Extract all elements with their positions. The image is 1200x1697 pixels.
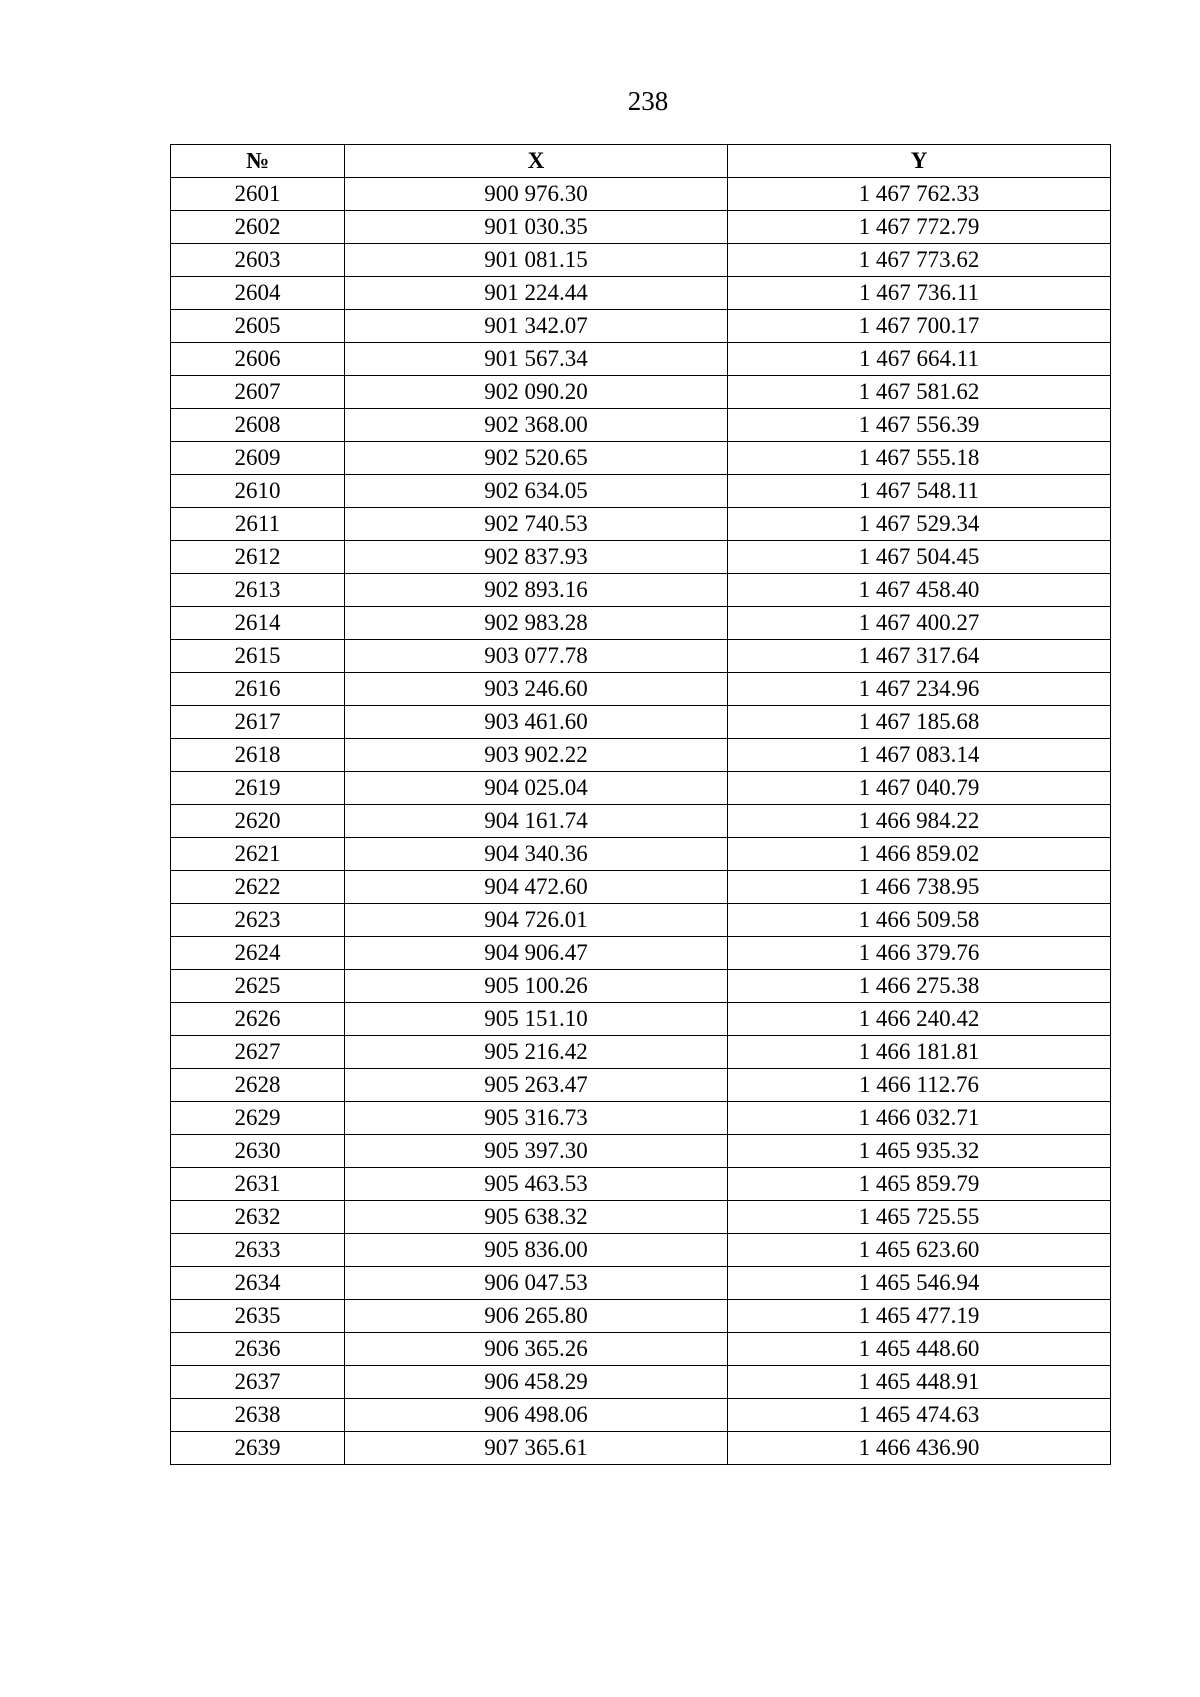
cell-y: 1 465 859.79	[728, 1168, 1111, 1201]
cell-number: 2616	[171, 673, 345, 706]
cell-y: 1 467 555.18	[728, 442, 1111, 475]
cell-number: 2608	[171, 409, 345, 442]
cell-y: 1 467 083.14	[728, 739, 1111, 772]
header-y: Y	[728, 145, 1111, 178]
table-row	[171, 1003, 1111, 1036]
cell-y: 1 466 984.22	[728, 805, 1111, 838]
cell-y: 1 467 773.62	[728, 244, 1111, 277]
cell-x: 902 090.20	[345, 376, 728, 409]
cell-number: 2613	[171, 574, 345, 607]
header-row	[171, 145, 1111, 178]
cell-number: 2638	[171, 1399, 345, 1432]
cell-number: 2620	[171, 805, 345, 838]
cell-number: 2611	[171, 508, 345, 541]
cell-number: 2605	[171, 310, 345, 343]
cell-x: 905 216.42	[345, 1036, 728, 1069]
cell-number: 2625	[171, 970, 345, 1003]
table-row	[171, 1102, 1111, 1135]
cell-number: 2635	[171, 1300, 345, 1333]
cell-x: 904 472.60	[345, 871, 728, 904]
table-row	[171, 1234, 1111, 1267]
cell-number: 2637	[171, 1366, 345, 1399]
cell-y: 1 467 664.11	[728, 343, 1111, 376]
cell-x: 902 740.53	[345, 508, 728, 541]
cell-x: 902 983.28	[345, 607, 728, 640]
cell-x: 905 463.53	[345, 1168, 728, 1201]
cell-x: 901 567.34	[345, 343, 728, 376]
cell-x: 905 151.10	[345, 1003, 728, 1036]
table-row	[171, 178, 1111, 211]
cell-number: 2618	[171, 739, 345, 772]
cell-x: 902 893.16	[345, 574, 728, 607]
cell-y: 1 465 448.91	[728, 1366, 1111, 1399]
cell-number: 2603	[171, 244, 345, 277]
cell-y: 1 467 185.68	[728, 706, 1111, 739]
cell-number: 2621	[171, 838, 345, 871]
table-row	[171, 508, 1111, 541]
table-row	[171, 442, 1111, 475]
cell-number: 2627	[171, 1036, 345, 1069]
cell-number: 2610	[171, 475, 345, 508]
header-number: №	[171, 145, 345, 178]
cell-x: 906 047.53	[345, 1267, 728, 1300]
cell-x: 902 520.65	[345, 442, 728, 475]
cell-x: 907 365.61	[345, 1432, 728, 1465]
cell-x: 905 836.00	[345, 1234, 728, 1267]
cell-y: 1 467 700.17	[728, 310, 1111, 343]
cell-y: 1 466 379.76	[728, 937, 1111, 970]
table-row	[171, 970, 1111, 1003]
table-row	[171, 607, 1111, 640]
cell-x: 905 638.32	[345, 1201, 728, 1234]
table-row	[171, 1135, 1111, 1168]
table-row	[171, 574, 1111, 607]
cell-y: 1 467 736.11	[728, 277, 1111, 310]
cell-number: 2634	[171, 1267, 345, 1300]
table-header	[171, 145, 1111, 178]
cell-x: 901 030.35	[345, 211, 728, 244]
table-row	[171, 871, 1111, 904]
cell-x: 902 634.05	[345, 475, 728, 508]
cell-number: 2631	[171, 1168, 345, 1201]
cell-y: 1 465 546.94	[728, 1267, 1111, 1300]
cell-y: 1 465 623.60	[728, 1234, 1111, 1267]
cell-x: 905 316.73	[345, 1102, 728, 1135]
cell-number: 2614	[171, 607, 345, 640]
table-row	[171, 1201, 1111, 1234]
cell-y: 1 466 112.76	[728, 1069, 1111, 1102]
cell-x: 902 368.00	[345, 409, 728, 442]
cell-y: 1 466 032.71	[728, 1102, 1111, 1135]
cell-x: 905 263.47	[345, 1069, 728, 1102]
cell-number: 2602	[171, 211, 345, 244]
cell-y: 1 466 859.02	[728, 838, 1111, 871]
table-row	[171, 673, 1111, 706]
cell-x: 903 246.60	[345, 673, 728, 706]
cell-x: 902 837.93	[345, 541, 728, 574]
cell-y: 1 467 581.62	[728, 376, 1111, 409]
cell-number: 2607	[171, 376, 345, 409]
table-row	[171, 211, 1111, 244]
cell-y: 1 466 240.42	[728, 1003, 1111, 1036]
table-row	[171, 1069, 1111, 1102]
table-row	[171, 541, 1111, 574]
table-row	[171, 1168, 1111, 1201]
table-row	[171, 1333, 1111, 1366]
header-x: X	[345, 145, 728, 178]
table-row	[171, 772, 1111, 805]
table-row	[171, 1036, 1111, 1069]
cell-x: 904 025.04	[345, 772, 728, 805]
table-row	[171, 805, 1111, 838]
cell-number: 2601	[171, 178, 345, 211]
table-row	[171, 409, 1111, 442]
page-number: 238	[627, 86, 669, 116]
cell-number: 2617	[171, 706, 345, 739]
cell-x: 904 906.47	[345, 937, 728, 970]
cell-x: 903 077.78	[345, 640, 728, 673]
cell-y: 1 466 509.58	[728, 904, 1111, 937]
cell-x: 905 100.26	[345, 970, 728, 1003]
cell-number: 2626	[171, 1003, 345, 1036]
cell-y: 1 467 772.79	[728, 211, 1111, 244]
cell-y: 1 467 234.96	[728, 673, 1111, 706]
table-row	[171, 376, 1111, 409]
cell-y: 1 467 400.27	[728, 607, 1111, 640]
table-row	[171, 277, 1111, 310]
table-row	[171, 937, 1111, 970]
table-row	[171, 1432, 1111, 1465]
table-row	[171, 244, 1111, 277]
cell-number: 2623	[171, 904, 345, 937]
cell-x: 904 340.36	[345, 838, 728, 871]
cell-x: 906 365.26	[345, 1333, 728, 1366]
table-row	[171, 640, 1111, 673]
cell-y: 1 466 275.38	[728, 970, 1111, 1003]
cell-y: 1 467 548.11	[728, 475, 1111, 508]
cell-x: 901 081.15	[345, 244, 728, 277]
cell-x: 906 458.29	[345, 1366, 728, 1399]
cell-number: 2628	[171, 1069, 345, 1102]
table-row	[171, 739, 1111, 772]
cell-x: 903 461.60	[345, 706, 728, 739]
cell-x: 904 161.74	[345, 805, 728, 838]
cell-y: 1 466 738.95	[728, 871, 1111, 904]
table-row	[171, 1267, 1111, 1300]
cell-number: 2612	[171, 541, 345, 574]
cell-number: 2632	[171, 1201, 345, 1234]
cell-number: 2619	[171, 772, 345, 805]
table-row	[171, 1300, 1111, 1333]
table-row	[171, 343, 1111, 376]
cell-y: 1 465 725.55	[728, 1201, 1111, 1234]
cell-y: 1 466 181.81	[728, 1036, 1111, 1069]
cell-number: 2606	[171, 343, 345, 376]
cell-number: 2639	[171, 1432, 345, 1465]
table-row	[171, 1399, 1111, 1432]
cell-x: 904 726.01	[345, 904, 728, 937]
table-row	[171, 1366, 1111, 1399]
cell-y: 1 467 529.34	[728, 508, 1111, 541]
cell-number: 2609	[171, 442, 345, 475]
cell-y: 1 467 317.64	[728, 640, 1111, 673]
table-row	[171, 310, 1111, 343]
cell-y: 1 465 477.19	[728, 1300, 1111, 1333]
cell-y: 1 465 474.63	[728, 1399, 1111, 1432]
cell-y: 1 467 504.45	[728, 541, 1111, 574]
table-row	[171, 838, 1111, 871]
cell-y: 1 467 458.40	[728, 574, 1111, 607]
cell-number: 2630	[171, 1135, 345, 1168]
cell-x: 906 265.80	[345, 1300, 728, 1333]
cell-number: 2636	[171, 1333, 345, 1366]
cell-number: 2622	[171, 871, 345, 904]
cell-y: 1 467 556.39	[728, 409, 1111, 442]
cell-y: 1 467 040.79	[728, 772, 1111, 805]
table-row	[171, 706, 1111, 739]
cell-x: 901 224.44	[345, 277, 728, 310]
cell-y: 1 466 436.90	[728, 1432, 1111, 1465]
cell-x: 906 498.06	[345, 1399, 728, 1432]
cell-number: 2633	[171, 1234, 345, 1267]
cell-number: 2604	[171, 277, 345, 310]
cell-number: 2629	[171, 1102, 345, 1135]
cell-x: 900 976.30	[345, 178, 728, 211]
cell-x: 901 342.07	[345, 310, 728, 343]
cell-x: 903 902.22	[345, 739, 728, 772]
table-body	[171, 178, 1111, 1465]
cell-number: 2615	[171, 640, 345, 673]
cell-y: 1 465 448.60	[728, 1333, 1111, 1366]
coordinates-table	[170, 144, 1111, 1465]
table-row	[171, 904, 1111, 937]
cell-y: 1 467 762.33	[728, 178, 1111, 211]
cell-x: 905 397.30	[345, 1135, 728, 1168]
cell-number: 2624	[171, 937, 345, 970]
cell-y: 1 465 935.32	[728, 1135, 1111, 1168]
table-row	[171, 475, 1111, 508]
